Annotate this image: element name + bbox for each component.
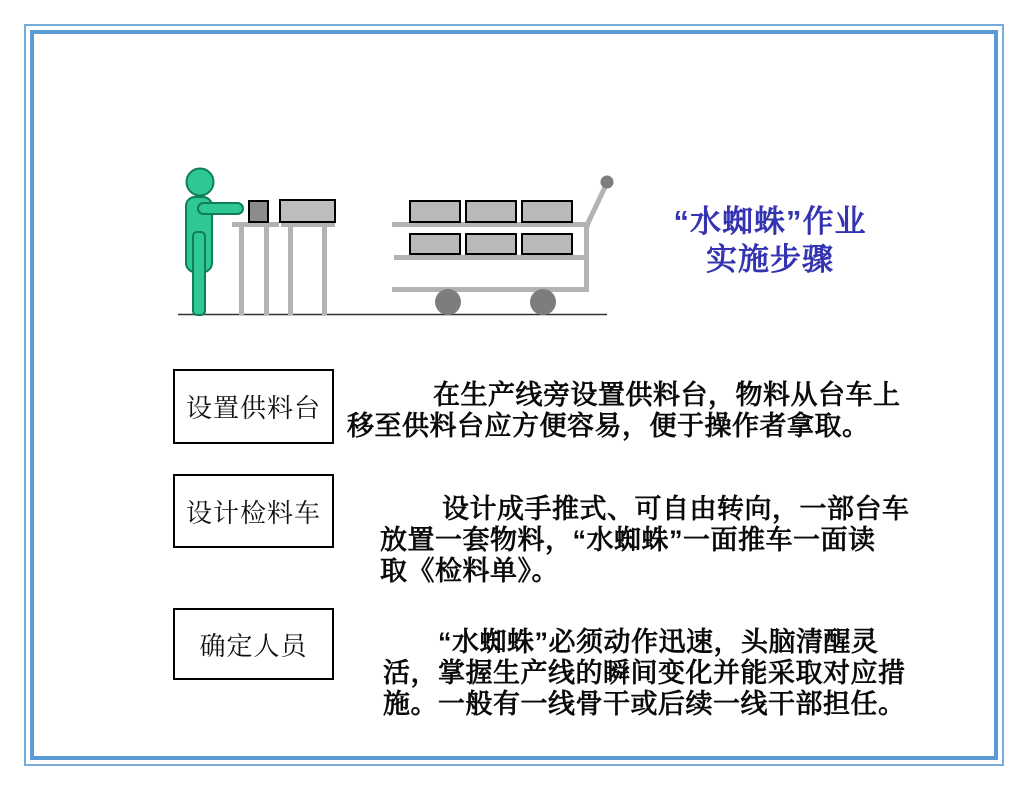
small-material-box-icon (249, 201, 268, 222)
step-3-text-line-3: 施。一般有一线骨干或后续一线干部担任。 (383, 689, 906, 719)
supply-table-1-icon (232, 222, 279, 315)
cart-post (584, 222, 589, 292)
cart-handle (587, 185, 606, 225)
step-2-text-line-3: 取《检料单》。 (380, 556, 559, 586)
step-2-text-line-1: 设计成手推式、可自由转向，一部台车 (442, 494, 910, 524)
step-1-description (347, 380, 901, 442)
step-2-description (380, 494, 910, 587)
worker-arm (198, 203, 243, 214)
picking-cart-icon (392, 176, 614, 316)
supply-table-2-icon (281, 222, 335, 315)
page-title (629, 203, 911, 279)
step-3-description (383, 627, 906, 720)
cart-cargo-boxes (410, 201, 572, 254)
step-3-label-box (173, 608, 334, 680)
page-title-line-1: “水蜘蛛”作业 (673, 204, 867, 239)
cart-wheel-right (530, 289, 556, 315)
worker-figure-icon (186, 169, 243, 316)
cart-shelf-middle (394, 255, 586, 260)
step-1-text-line-1: 在生产线旁设置供料台，物料从台车上 (433, 380, 901, 410)
cart-handle-knob (601, 176, 614, 189)
step-2-label-box (173, 474, 334, 548)
worker-head (187, 169, 214, 196)
worker-leg (193, 232, 205, 315)
cart-wheel-left (435, 289, 461, 315)
step-1-label-box (173, 369, 334, 444)
step-1-label: 设置供料台 (185, 393, 321, 423)
step-2-text-line-2: 放置一套物料，“水蜘蛛”一面推车一面读 (380, 525, 876, 555)
step-1-text-line-2: 移至供料台应方便容易，便于操作者拿取。 (347, 411, 870, 441)
page-title-line-2: 实施步骤 (706, 242, 834, 277)
cart-shelf-bottom (392, 287, 588, 292)
step-2-label: 设计检料车 (185, 497, 321, 528)
worker-cart-illustration (170, 150, 640, 320)
step-3-text-line-1: “水蜘蛛”必须动作迅速，头脑清醒灵 (438, 627, 879, 657)
wide-material-box-icon (280, 200, 335, 222)
step-3-text-line-2: 活，掌握生产线的瞬间变化并能采取对应措 (383, 658, 906, 688)
step-3-label: 确定人员 (199, 630, 308, 661)
